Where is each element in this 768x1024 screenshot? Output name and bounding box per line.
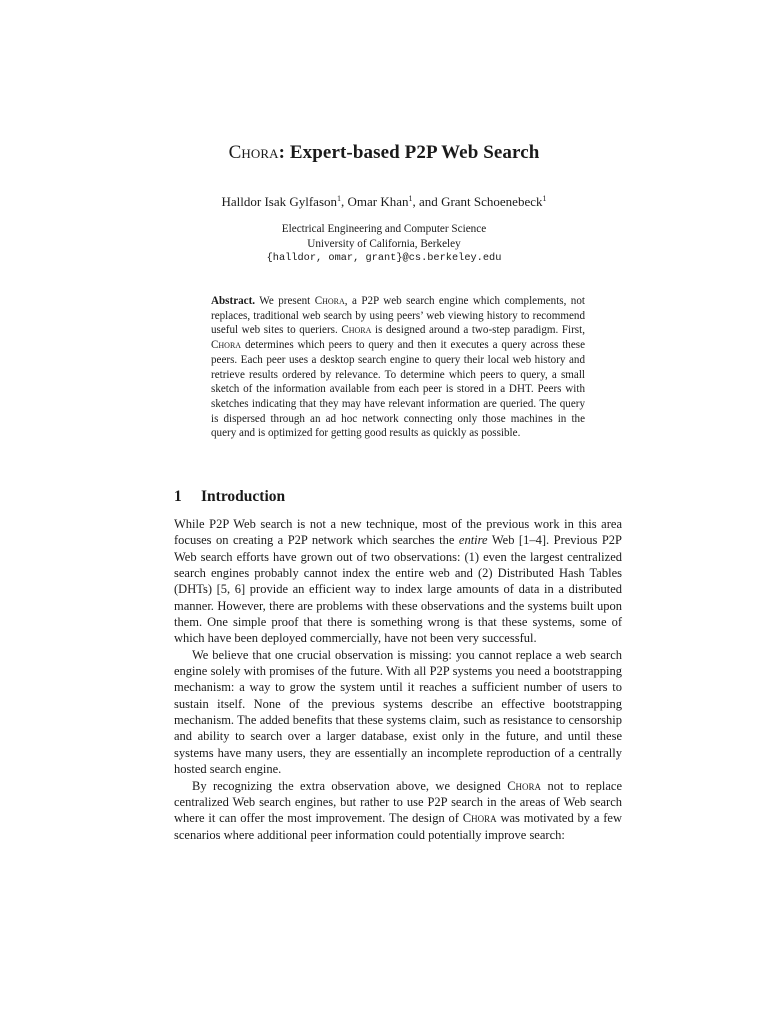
system-name: Chora bbox=[314, 295, 345, 307]
system-name: Chora bbox=[211, 339, 242, 352]
author-name: Halldor Isak Gylfason bbox=[221, 194, 338, 209]
section-heading bbox=[174, 488, 285, 506]
university: University of California, Berkeley bbox=[307, 237, 461, 250]
affiliation-mark: 1 bbox=[542, 194, 547, 203]
paper-title bbox=[0, 142, 768, 164]
title-system-name: Chora bbox=[228, 142, 279, 163]
title-text: : Expert-based P2P Web Search bbox=[278, 142, 540, 163]
paragraph-text: Web [1–4]. Previous P2P Web search efforts have grown out of two observations: (1) even the largest centralized search engines probably cannot index the entire web and (2) Distributed Hash Tables (DHTs) [5, 6] provide an efficient way to index large amounts of data in a distributed manner. However, there are problems with these observations and the systems built upon them. One simple proof that there is something wrong is that these systems, some of which have been deployed commercially, have not been very successful. bbox=[174, 533, 622, 646]
paragraph-text: By recognizing the extra observation above, we designed bbox=[192, 778, 508, 793]
system-name: Chora bbox=[507, 778, 542, 793]
affiliation-mark: 1 bbox=[337, 194, 342, 203]
affiliation-mark: 1 bbox=[408, 194, 413, 203]
department: Electrical Engineering and Computer Science bbox=[281, 223, 487, 235]
system-name: Chora bbox=[341, 324, 372, 337]
emphasis: entire bbox=[458, 533, 488, 548]
system-name: Chora bbox=[462, 811, 497, 826]
paragraph-text: While P2P Web search is not a new technique, most of the previous work in this area focuses on creating a P2P network which searches the bbox=[174, 517, 622, 548]
paragraph-text: not to replace centralized Web search engines, but rather to use P2P search in the areas of Web search where it can offer the most improvement. The design of bbox=[174, 778, 622, 826]
section-number: 1 bbox=[174, 488, 182, 505]
abstract bbox=[211, 294, 585, 441]
author-emails: {halldor, omar, grant}@cs.berkeley.edu bbox=[266, 252, 502, 265]
affiliation-block bbox=[0, 222, 768, 266]
abstract-text: determines which peers to query and then it executes a query across these peers. Each peer uses a desktop search engine to query their local web history and retrieve results ordered by relevance. To determine which peers to query, a small sketch of the information available from each peer is stored in a DHT. Peers with sketches indicating that they may have relevant information are queried. The query is dispersed through an ad hoc network connecting only those machines in the query and is optimized for getting good results as quickly as possible. bbox=[211, 339, 585, 440]
author-name: Omar Khan bbox=[347, 194, 409, 209]
abstract-label: Abstract. bbox=[211, 295, 256, 307]
abstract-text: We present bbox=[255, 295, 315, 307]
abstract-text: , a P2P web search engine which complements, not replaces, traditional web search by using peers’ web viewing history to recommend useful web sites to queriers. bbox=[211, 295, 585, 337]
section-title: Introduction bbox=[201, 488, 286, 505]
paragraph: We believe that one crucial observation is missing: you cannot replace a web search engine solely with promises of the future. With all P2P systems you need a bootstrapping mechanism: a way to grow the system until it reaches a sufficient number of users to sustain itself. None of the previous systems describe an effective bootstrapping mechanism. The added benefits that these systems claim, such as resistance to censorship and ability to search over a larger database, exist only in the future, and until these systems have many users, they are essentially an incomplete reproduction of a centrally hosted search engine. bbox=[174, 647, 622, 777]
abstract-text: is designed around a two-step paradigm. First, bbox=[371, 324, 585, 337]
author-list bbox=[0, 194, 768, 210]
paragraph bbox=[174, 778, 622, 843]
author-separator: , and bbox=[412, 194, 442, 209]
author-separator: , bbox=[341, 194, 348, 209]
paragraph bbox=[174, 516, 622, 647]
author-name: Grant Schoenebeck bbox=[441, 194, 543, 209]
paragraph-text: was motivated by a few scenarios where additional peer information could potentially improve search: bbox=[174, 811, 622, 842]
section-body bbox=[174, 516, 622, 843]
